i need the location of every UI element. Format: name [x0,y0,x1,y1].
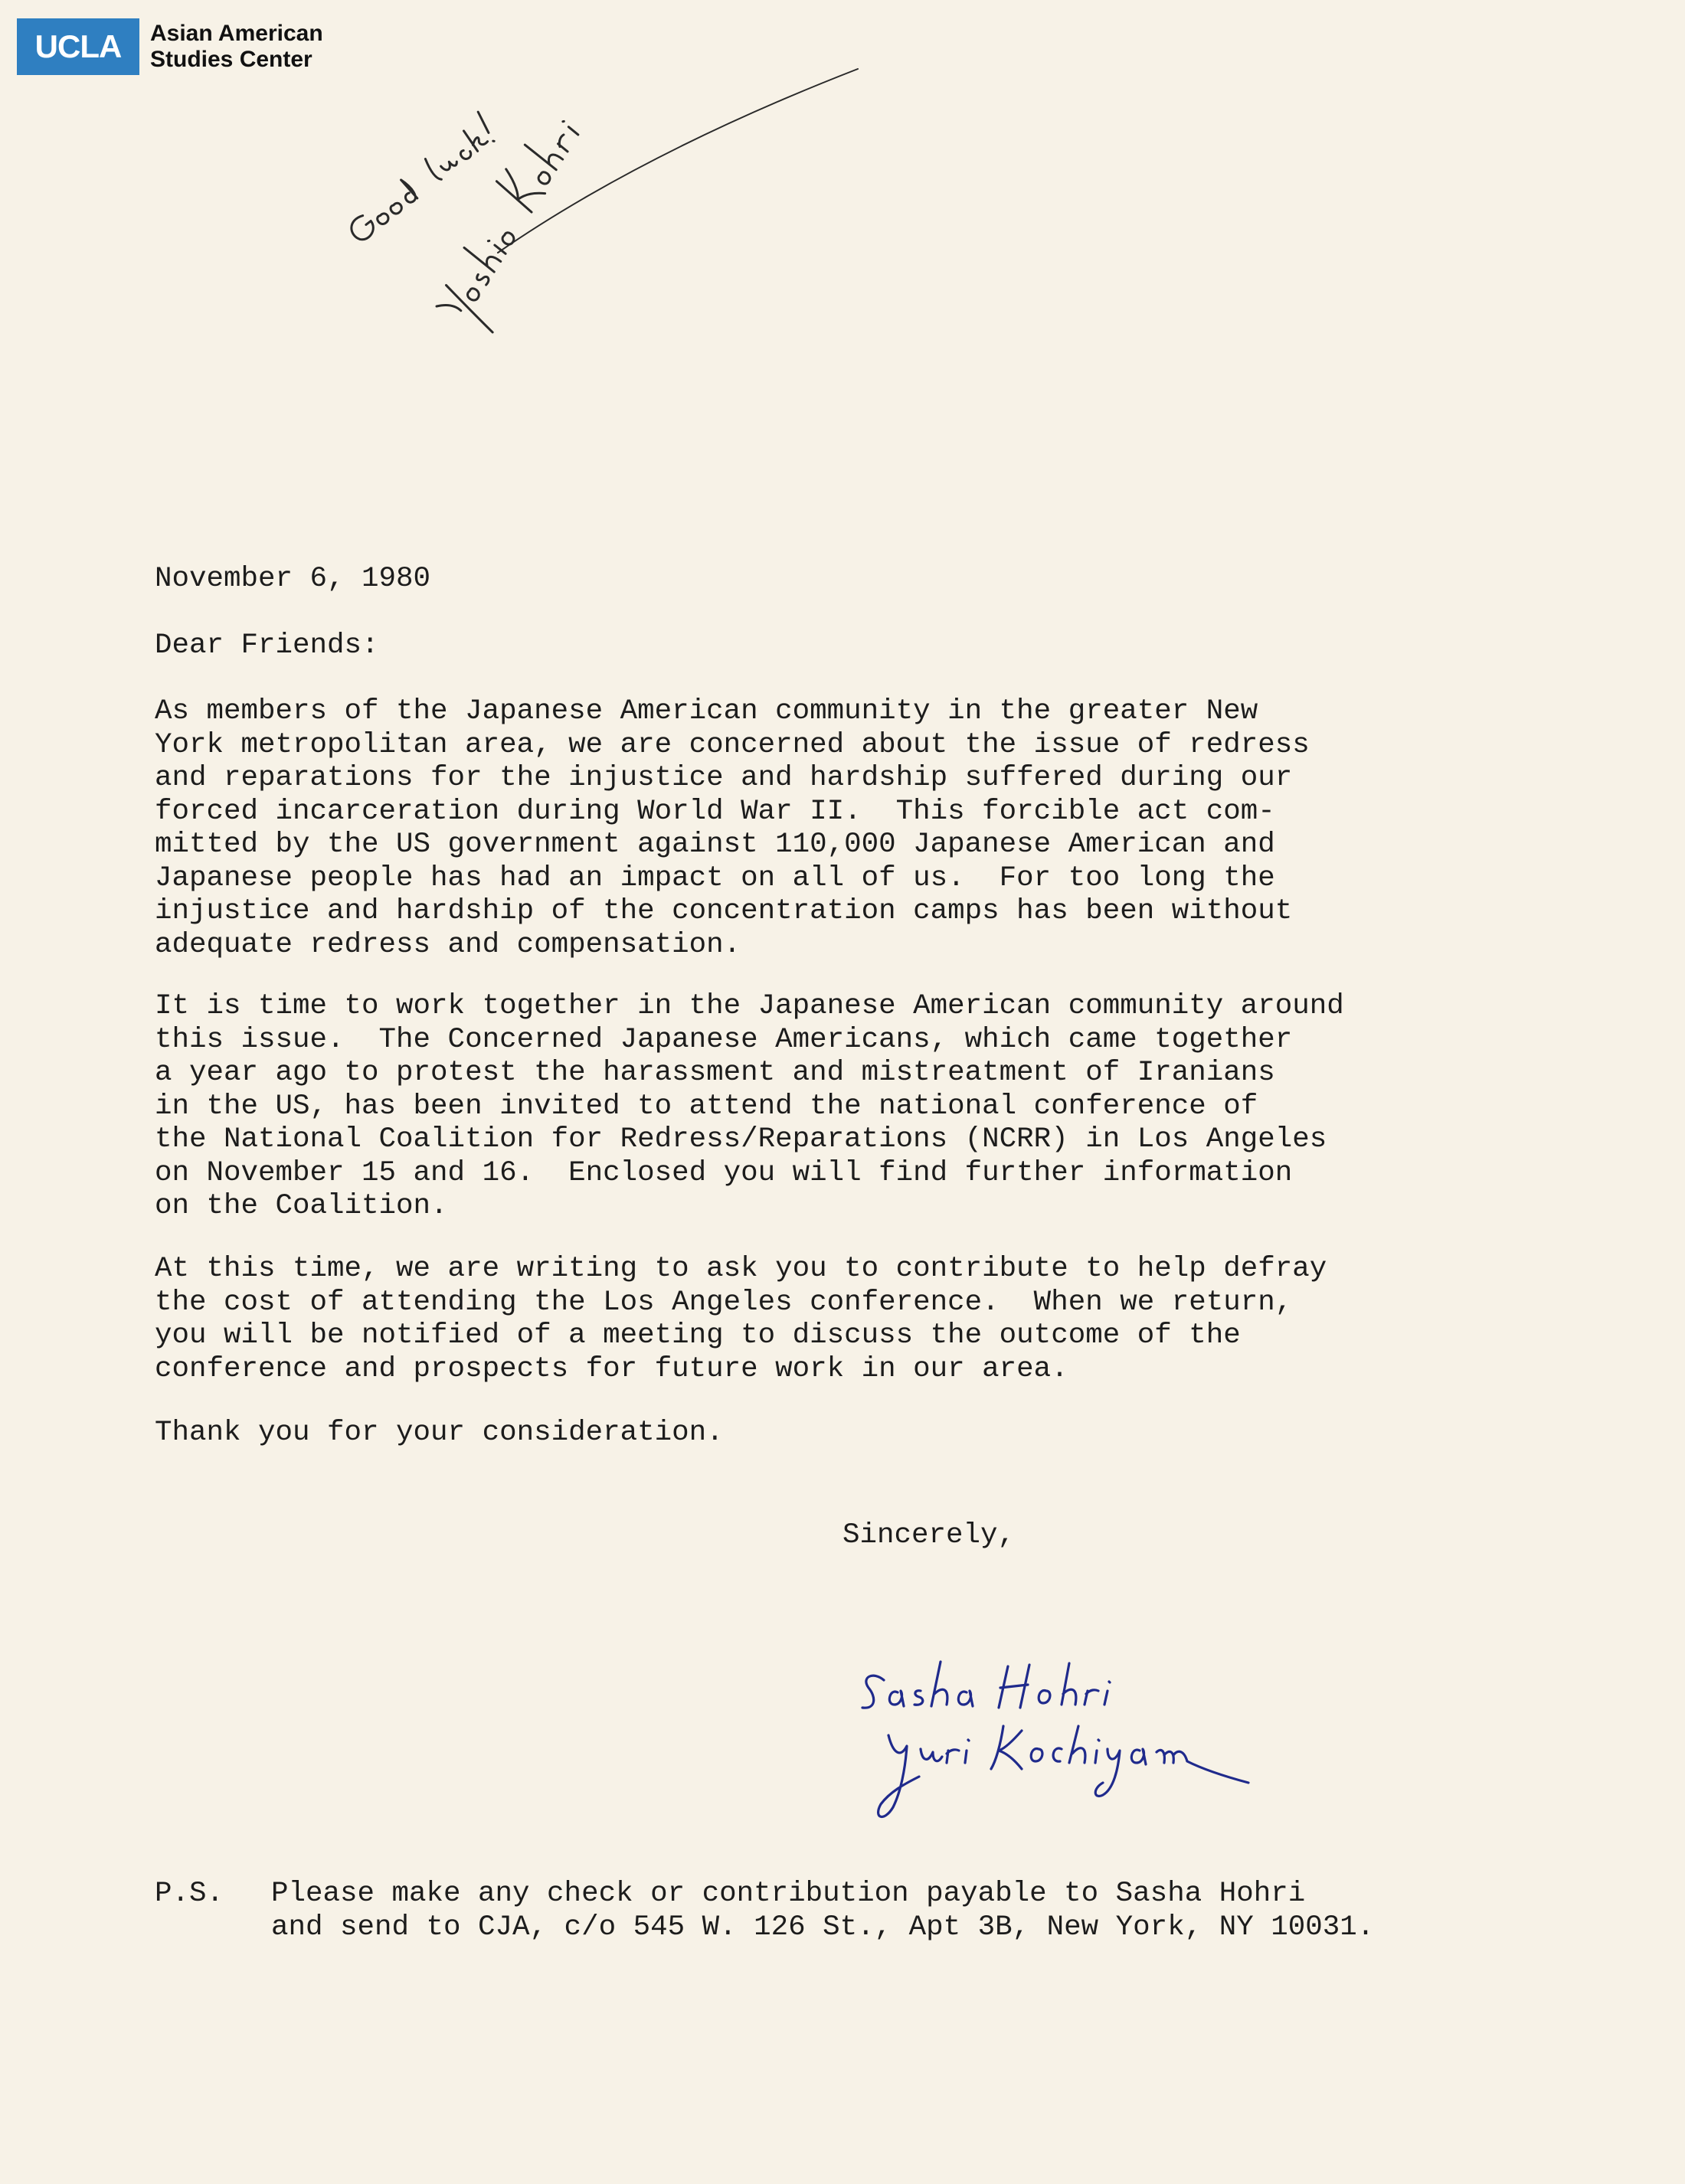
paragraph-line: and reparations for the injustice and hardship suffered during our [155,762,1293,794]
paragraph-line: the National Coalition for Redress/Reparations (NCRR) in Los Angeles [155,1123,1327,1156]
signature-yuri-kochiyama [878,1726,1248,1816]
paragraph-line: Japanese people has had an impact on all of us. For too long the [155,862,1275,894]
letter-paragraph-2 [155,990,1344,1224]
paragraph-line: At this time, we are writing to ask you to contribute to help defray [155,1253,1327,1285]
handwriting-good-luck [342,112,499,244]
letter-salutation: Dear Friends: [155,629,379,662]
ucla-logo-box: UCLA [17,18,139,75]
handwriting-yoshio-kohri [424,108,607,338]
ps-body [271,1878,1374,1944]
paragraph-line: It is time to work together in the Japanese American community around [155,990,1344,1022]
logo-org-line1: Asian American [150,21,323,46]
ps-label: P.S. [155,1878,224,1910]
ucla-aasc-logo [17,18,323,75]
ps-line: Please make any check or contribution payable to Sasha Hohri [271,1878,1306,1910]
letter-paragraph-1 [155,695,1310,962]
paragraph-line: injustice and hardship of the concentration camps has been without [155,895,1293,927]
logo-org-name [150,21,323,73]
paragraph-line: on November 15 and 16. Enclosed you will find further information [155,1156,1293,1189]
paragraph-line: mitted by the US government against 110,000 Japanese American and [155,829,1275,861]
paragraph-line: As members of the Japanese American community in the greater New [155,695,1258,727]
paragraph-line: you will be notified of a meeting to discuss the outcome of the [155,1319,1241,1352]
paragraph-line: adequate redress and compensation. [155,928,741,961]
ps-line: and send to CJA, c/o 545 W. 126 St., Apt 3B, New York, NY 10031. [271,1911,1375,1944]
letter-date: November 6, 1980 [155,563,431,595]
paragraph-line: the cost of attending the Los Angeles conference. When we return, [155,1286,1293,1319]
handwritten-note-good-luck [322,46,873,352]
paragraph-line: a year ago to protest the harassment and mistreatment of Iranians [155,1057,1275,1089]
handwritten-signatures [858,1654,1348,1838]
paragraph-line: on the Coalition. [155,1190,448,1222]
paragraph-line: conference and prospects for future work in our area. [155,1352,1068,1385]
logo-org-line2: Studies Center [150,47,312,72]
signature-sasha-hohri [862,1662,1110,1708]
paragraph-line: in the US, has been invited to attend the national conference of [155,1090,1258,1123]
paragraph-line: this issue. The Concerned Japanese Americans, which came together [155,1023,1293,1056]
letter-paragraph-3 [155,1253,1327,1386]
letter-closing: Sincerely, [842,1519,1016,1551]
letter-thanks: Thank you for your consideration. [155,1417,724,1449]
paragraph-line: York metropolitan area, we are concerned about the issue of redress [155,728,1310,761]
paragraph-line: forced incarceration during World War II. This forcible act com- [155,795,1275,828]
